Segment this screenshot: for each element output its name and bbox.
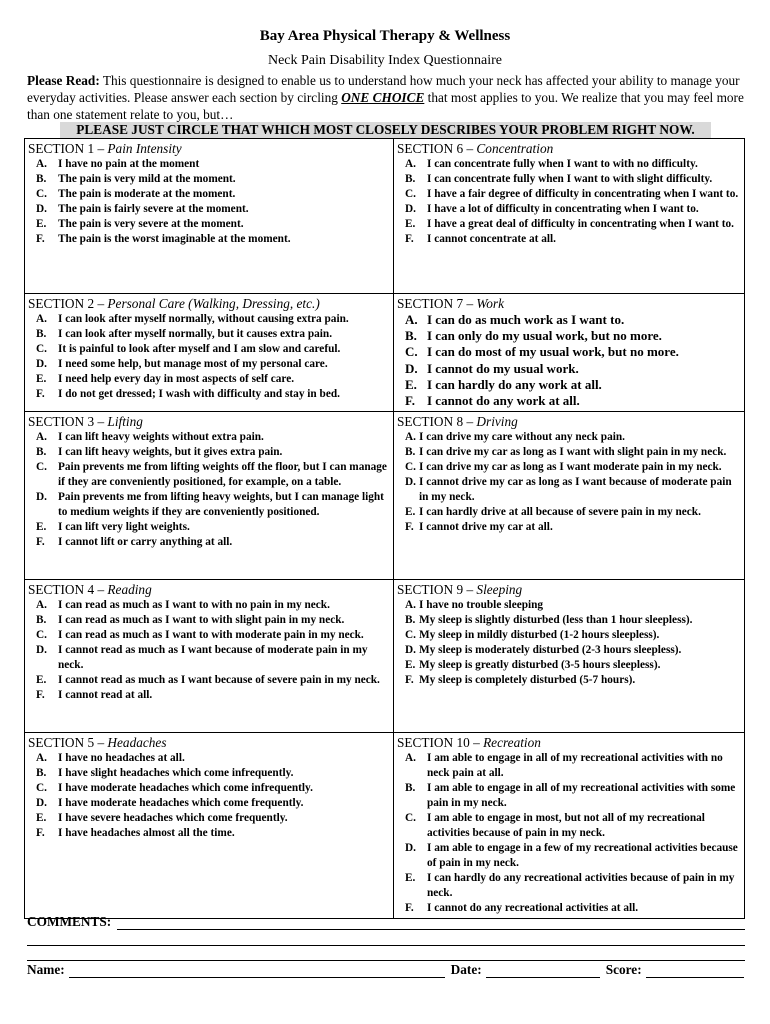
option-text: I can concentrate fully when I want to with no difficulty.	[427, 158, 698, 170]
answer-option[interactable]	[397, 172, 741, 187]
option-text: I can do most of my usual work, but no more.	[427, 344, 679, 360]
answer-option[interactable]	[28, 217, 390, 232]
option-text: I can hardly do any recreational activities because of pain in my neck.	[427, 872, 735, 900]
comments-line-2[interactable]	[27, 945, 745, 946]
option-letter: A.	[405, 599, 416, 612]
section-label: SECTION 8 –	[397, 414, 477, 430]
answer-option[interactable]	[397, 520, 741, 535]
answer-option[interactable]	[28, 520, 390, 535]
option-letter: E.	[405, 506, 416, 519]
option-letter: E.	[36, 674, 47, 687]
section-name: Work	[476, 296, 505, 311]
section-2	[25, 294, 394, 412]
option-text: I can look after myself normally, without causing extra pain.	[58, 313, 349, 325]
clinic-title: Bay Area Physical Therapy & Wellness	[259, 28, 511, 44]
date-field[interactable]	[486, 964, 600, 978]
option-text: I cannot do any work at all.	[427, 393, 580, 409]
option-text: I cannot drive my car at all.	[419, 521, 553, 534]
section-10	[394, 733, 745, 919]
answer-option[interactable]	[28, 796, 390, 811]
answer-option[interactable]	[28, 766, 390, 781]
option-letter: A.	[36, 313, 47, 325]
section-2-heading	[28, 296, 390, 312]
answer-option[interactable]	[397, 475, 741, 505]
option-letter: E.	[36, 218, 47, 230]
section-label: SECTION 10 –	[397, 735, 484, 751]
option-text: My sleep in mildly disturbed (1-2 hours sleepless).	[419, 629, 660, 642]
option-text: I have a lot of difficulty in concentrating when I want to.	[427, 203, 699, 215]
option-letter: A.	[405, 312, 418, 327]
option-text: The pain is the worst imaginable at the moment.	[58, 233, 291, 245]
answer-option[interactable]	[28, 387, 390, 402]
option-letter: A.	[405, 752, 416, 765]
answer-option[interactable]	[28, 445, 390, 460]
option-text: I have moderate headaches which come infrequently.	[58, 782, 313, 795]
option-letter: B.	[405, 446, 416, 459]
section-label: SECTION 5 –	[28, 735, 108, 751]
option-letter: A.	[36, 431, 47, 444]
answer-option[interactable]	[397, 841, 741, 871]
option-letter: B.	[36, 614, 47, 627]
section-5	[25, 733, 394, 919]
section-name: Driving	[476, 414, 518, 430]
option-text: I can lift heavy weights, but it gives extra pain.	[58, 446, 283, 459]
option-letter: C.	[405, 629, 416, 642]
section-5-options	[28, 751, 390, 841]
answer-option[interactable]	[28, 372, 390, 387]
option-letter: E.	[405, 218, 416, 230]
option-letter: F.	[405, 233, 414, 245]
form-title: Neck Pain Disability Index Questionnaire	[267, 53, 503, 68]
section-10-heading	[397, 735, 741, 751]
option-letter: A.	[405, 158, 416, 170]
option-text: I cannot lift or carry anything at all.	[58, 536, 233, 549]
answer-option[interactable]	[397, 673, 741, 688]
option-letter: F.	[36, 827, 45, 840]
answer-option[interactable]	[397, 751, 741, 781]
option-letter: C.	[36, 629, 47, 642]
score-field[interactable]	[646, 964, 744, 978]
option-letter: A.	[36, 599, 47, 612]
section-1-heading	[28, 141, 390, 157]
option-letter: D.	[405, 476, 416, 489]
answer-option[interactable]	[397, 811, 741, 841]
option-letter: B.	[405, 173, 416, 185]
section-8	[394, 412, 745, 580]
answer-option[interactable]	[28, 628, 390, 643]
section-name: Reading	[107, 582, 152, 598]
option-letter: A.	[405, 431, 416, 444]
option-letter: E.	[36, 812, 47, 825]
option-letter: D.	[405, 644, 416, 657]
section-3-options	[28, 430, 390, 550]
option-text: I can drive my care without any neck pain.	[419, 431, 625, 444]
section-7	[394, 294, 745, 412]
answer-option[interactable]	[397, 361, 741, 377]
answer-option[interactable]	[28, 312, 390, 327]
answer-option[interactable]	[397, 232, 741, 247]
option-letter: A.	[36, 158, 47, 170]
section-6-heading	[397, 141, 741, 157]
section-5-heading	[28, 735, 390, 751]
option-letter: C.	[405, 461, 416, 474]
option-letter: B.	[36, 446, 47, 459]
option-letter: D.	[405, 360, 418, 376]
answer-option[interactable]	[397, 871, 741, 901]
instructions-text-end: that most applies to you. We realize that you may feel more than one statement relate to you, but…	[27, 90, 744, 122]
option-letter: C.	[405, 344, 418, 360]
answer-option[interactable]	[397, 598, 741, 613]
section-1-options	[28, 157, 390, 247]
option-text: The pain is fairly severe at the moment.	[58, 203, 249, 215]
answer-option[interactable]	[28, 327, 390, 342]
section-label: SECTION 2 –	[28, 296, 108, 311]
option-letter: C.	[36, 343, 47, 355]
answer-option[interactable]	[28, 460, 390, 490]
option-text: I have slight headaches which come infrequently.	[58, 767, 294, 780]
option-letter: D.	[36, 644, 47, 657]
option-letter: B.	[36, 328, 47, 340]
option-letter: A.	[36, 752, 47, 765]
option-letter: C.	[36, 461, 47, 474]
answer-option[interactable]	[397, 460, 741, 475]
answer-option[interactable]	[28, 430, 390, 445]
option-text: I can drive my car as long as I want with slight pain in my neck.	[419, 446, 727, 459]
option-text: I cannot read as much as I want because of severe pain in my neck.	[58, 674, 380, 687]
option-letter: F.	[36, 233, 45, 245]
option-text: I have no headaches at all.	[58, 752, 185, 765]
answer-option[interactable]	[397, 643, 741, 658]
option-text: I need some help, but manage most of my personal care.	[58, 358, 328, 370]
option-letter: E.	[405, 376, 417, 392]
section-2-options	[28, 312, 390, 402]
answer-option[interactable]	[28, 826, 390, 841]
section-1	[25, 139, 394, 294]
answer-option[interactable]	[28, 613, 390, 628]
option-text: I can hardly drive at all because of severe pain in my neck.	[419, 506, 701, 519]
comments-line-3[interactable]	[27, 960, 745, 961]
option-letter: E.	[36, 373, 47, 385]
option-text: I can do as much work as I want to.	[427, 312, 625, 327]
answer-option[interactable]	[397, 430, 741, 445]
section-9	[394, 580, 745, 733]
option-text: I have no pain at the moment	[58, 158, 200, 170]
option-text: I am able to engage in a few of my recreational activities because of pain in my neck.	[427, 842, 738, 870]
option-text: The pain is very mild at the moment.	[58, 173, 236, 185]
option-text: I cannot concentrate at all.	[427, 233, 556, 245]
option-letter: D.	[36, 491, 47, 504]
section-label: SECTION 7 –	[397, 296, 477, 311]
option-text: The pain is moderate at the moment.	[58, 188, 236, 200]
option-letter: C.	[405, 812, 416, 825]
section-10-options	[397, 751, 741, 916]
option-text: I need help every day in most aspects of self care.	[58, 373, 295, 385]
answer-option[interactable]	[397, 377, 741, 393]
answer-option[interactable]	[397, 505, 741, 520]
answer-option[interactable]	[28, 187, 390, 202]
option-text: I can read as much as I want to with moderate pain in my neck.	[58, 629, 364, 642]
option-letter: D.	[405, 842, 416, 855]
answer-option[interactable]	[397, 187, 741, 202]
option-text: I can look after myself normally, but it causes extra pain.	[58, 328, 333, 340]
answer-option[interactable]	[397, 445, 741, 460]
option-letter: B.	[405, 614, 416, 627]
option-letter: F.	[405, 674, 414, 687]
answer-option[interactable]	[28, 643, 390, 673]
option-letter: B.	[405, 328, 417, 344]
instructions-text: This questionnaire is designed to enable us to understand how much your neck has affected your ability to manage your everyday activities. Please answer each section by circling	[27, 73, 740, 105]
option-text: I do not get dressed; I wash with difficulty and stay in bed.	[58, 388, 340, 400]
option-letter: B.	[36, 767, 47, 780]
circle-instruction-banner: PLEASE JUST CIRCLE THAT WHICH MOST CLOSELY DESCRIBES YOUR PROBLEM RIGHT NOW.	[60, 122, 711, 138]
option-text: My sleep is greatly disturbed (3-5 hours sleepless).	[419, 659, 661, 672]
answer-option[interactable]	[397, 658, 741, 673]
answer-option[interactable]	[397, 328, 741, 344]
answer-option[interactable]	[397, 393, 741, 409]
option-letter: F.	[36, 536, 45, 549]
option-text: I cannot drive my car as long as I want because of moderate pain in my neck.	[419, 476, 732, 504]
option-letter: C.	[405, 188, 416, 200]
sections-table	[24, 138, 745, 919]
section-6	[394, 139, 745, 294]
section-label: SECTION 4 –	[28, 582, 108, 598]
option-text: I am able to engage in all of my recreational activities with no neck pain at all.	[427, 752, 723, 780]
option-text: My sleep is moderately disturbed (2-3 hours sleepless).	[419, 644, 682, 657]
option-letter: C.	[36, 188, 47, 200]
answer-option[interactable]	[28, 490, 390, 520]
answer-option[interactable]	[28, 751, 390, 766]
option-letter: C.	[36, 782, 47, 795]
answer-option[interactable]	[28, 673, 390, 688]
section-name: Lifting	[107, 414, 143, 430]
option-letter: D.	[36, 203, 47, 215]
instructions-emphasis: ONE CHOICE	[341, 90, 425, 105]
option-text: I can only do my usual work, but no more.	[427, 328, 662, 344]
section-name: Personal Care (Walking, Dressing, etc.)	[107, 296, 320, 311]
option-letter: F.	[405, 902, 414, 915]
section-9-heading	[397, 582, 741, 598]
option-text: I cannot do any recreational activities at all.	[427, 902, 639, 915]
section-name: Recreation	[483, 735, 541, 751]
option-text: I have moderate headaches which come frequently.	[58, 797, 304, 810]
answer-option[interactable]	[397, 217, 741, 232]
comments-line-1[interactable]	[117, 929, 745, 930]
section-3	[25, 412, 394, 580]
option-letter: F.	[36, 388, 45, 400]
instructions	[27, 72, 747, 123]
answer-option[interactable]	[28, 157, 390, 172]
comments-field[interactable]	[27, 914, 745, 930]
option-text: I cannot read at all.	[58, 689, 153, 702]
section-7-heading	[397, 296, 741, 312]
answer-option[interactable]	[28, 232, 390, 247]
answer-option[interactable]	[28, 535, 390, 550]
option-text: The pain is very severe at the moment.	[58, 218, 244, 230]
option-letter: B.	[36, 173, 47, 185]
section-6-options	[397, 157, 741, 247]
section-7-options	[397, 312, 741, 409]
answer-option[interactable]	[28, 811, 390, 826]
answer-option[interactable]	[397, 613, 741, 628]
name-field[interactable]	[69, 964, 445, 978]
answer-option[interactable]	[397, 312, 741, 328]
option-letter: B.	[405, 782, 416, 795]
answer-option[interactable]	[28, 202, 390, 217]
option-text: I can lift very light weights.	[58, 521, 190, 534]
option-text: I can lift heavy weights without extra pain.	[58, 431, 264, 444]
answer-option[interactable]	[397, 202, 741, 217]
option-text: I cannot read as much as I want because of moderate pain in my neck.	[58, 644, 368, 672]
answer-option[interactable]	[397, 781, 741, 811]
option-text: I can concentrate fully when I want to with slight difficulty.	[427, 173, 713, 185]
section-label: SECTION 6 –	[397, 141, 477, 156]
comments-label: COMMENTS:	[27, 914, 112, 929]
signature-row	[27, 962, 745, 978]
section-4-heading	[28, 582, 390, 598]
option-letter: D.	[36, 358, 47, 370]
section-4-options	[28, 598, 390, 703]
section-name: Headaches	[107, 735, 167, 751]
section-label: SECTION 1 –	[28, 141, 108, 156]
option-text: It is painful to look after myself and I am slow and careful.	[58, 343, 341, 355]
option-letter: E.	[405, 659, 416, 672]
section-8-heading	[397, 414, 741, 430]
answer-option[interactable]	[28, 781, 390, 796]
answer-option[interactable]	[397, 157, 741, 172]
option-text: I am able to engage in most, but not all of my recreational activities because of pain in my neck.	[427, 812, 705, 840]
option-text: My sleep is slightly disturbed (less than 1 hour sleepless).	[419, 614, 693, 627]
option-text: I have a fair degree of difficulty in concentrating when I want to.	[427, 188, 739, 200]
answer-option[interactable]	[28, 357, 390, 372]
answer-option[interactable]	[397, 628, 741, 643]
option-letter: D.	[36, 797, 47, 810]
section-name: Concentration	[476, 141, 554, 156]
section-8-options	[397, 430, 741, 535]
option-text: I have a great deal of difficulty in concentrating when I want to.	[427, 218, 734, 230]
score-label: Score:	[605, 962, 642, 977]
section-name: Pain Intensity	[107, 141, 182, 156]
option-text: I cannot do my usual work.	[427, 360, 579, 376]
option-text: I can hardly do any work at all.	[427, 376, 602, 392]
date-label: Date:	[450, 962, 482, 977]
instructions-label: Please Read:	[27, 73, 100, 88]
option-text: Pain prevents me from lifting heavy weights, but I can manage light to medium weights if they are conveniently positioned.	[58, 491, 384, 519]
option-letter: E.	[36, 521, 47, 534]
answer-option[interactable]	[28, 342, 390, 357]
option-text: I can read as much as I want to with no pain in my neck.	[58, 599, 330, 612]
option-letter: E.	[405, 872, 416, 885]
section-label: SECTION 3 –	[28, 414, 108, 430]
option-text: I am able to engage in all of my recreational activities with some pain in my neck.	[427, 782, 736, 810]
option-text: I have severe headaches which come frequently.	[58, 812, 288, 825]
answer-option[interactable]	[28, 598, 390, 613]
option-text: I can drive my car as long as I want moderate pain in my neck.	[419, 461, 722, 474]
section-label: SECTION 9 –	[397, 582, 477, 598]
section-4	[25, 580, 394, 733]
option-text: I have headaches almost all the time.	[58, 827, 235, 840]
option-text: My sleep is completely disturbed (5-7 hours).	[419, 674, 636, 687]
name-label: Name:	[27, 962, 65, 977]
section-name: Sleeping	[476, 582, 523, 598]
option-letter: F.	[405, 521, 414, 534]
option-text: I can read as much as I want to with slight pain in my neck.	[58, 614, 345, 627]
option-text: I have no trouble sleeping	[419, 599, 544, 612]
section-3-heading	[28, 414, 390, 430]
option-text: Pain prevents me from lifting weights off the floor, but I can manage if they are conveniently positioned, for example, on a table.	[58, 461, 387, 489]
answer-option[interactable]	[397, 344, 741, 360]
option-letter: D.	[405, 203, 416, 215]
option-letter: F.	[405, 393, 415, 409]
answer-option[interactable]	[28, 172, 390, 187]
option-letter: F.	[36, 689, 45, 702]
answer-option[interactable]	[28, 688, 390, 703]
section-9-options	[397, 598, 741, 688]
